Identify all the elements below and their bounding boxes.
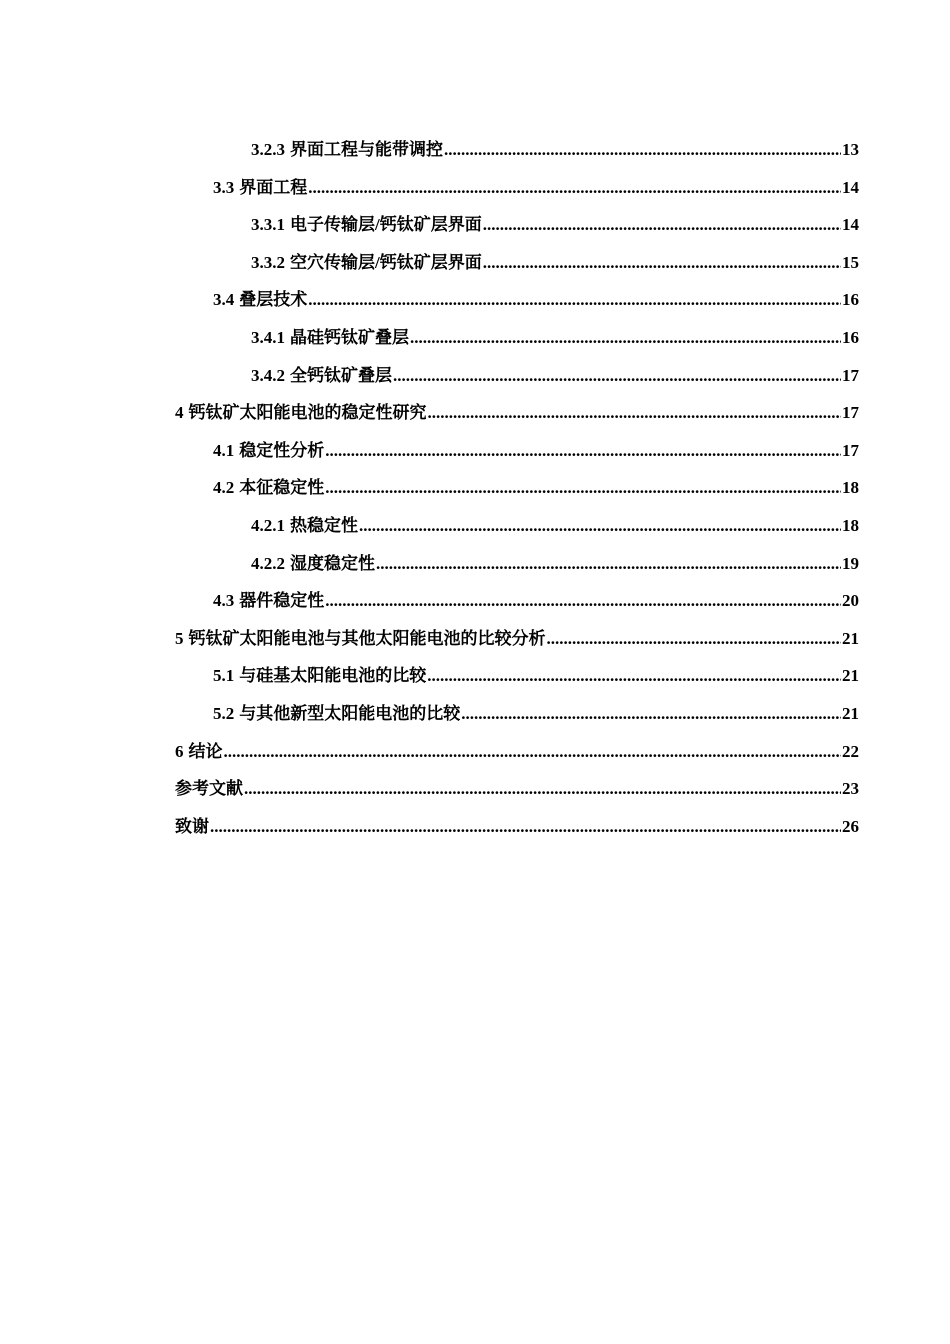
toc-entry-page-number: 17 <box>842 365 859 385</box>
toc-entry-number: 3.4.1 <box>251 327 285 347</box>
toc-entry-number: 3.2.3 <box>251 140 285 159</box>
toc-dot-leader <box>210 808 841 846</box>
toc-entry-page-number: 17 <box>842 403 859 423</box>
toc-dot-leader <box>308 169 841 207</box>
toc-entry-page-number: 21 <box>842 703 859 723</box>
toc-entry-page-number: 14 <box>842 177 859 197</box>
toc-entry-title: 参考文献 <box>175 779 243 799</box>
toc-entry-page-number: 20 <box>842 591 859 611</box>
toc-entry-page-number: 16 <box>842 290 859 310</box>
toc-dot-leader <box>308 281 841 319</box>
toc-entry[interactable] <box>175 657 859 695</box>
toc-entry[interactable] <box>175 432 859 470</box>
toc-entry-number: 4.2.2 <box>251 553 285 573</box>
toc-entry-page-number: 22 <box>842 741 859 761</box>
toc-entry-title: 与硅基太阳能电池的比较 <box>239 666 427 686</box>
toc-entry-title: 界面工程与能带调控 <box>290 140 443 159</box>
toc-entry[interactable] <box>175 281 859 319</box>
toc-entry-title: 结论 <box>188 741 223 761</box>
toc-entry-title: 与其他新型太阳能电池的比较 <box>239 703 461 723</box>
toc-dot-leader <box>224 733 842 771</box>
toc-entry[interactable] <box>175 733 859 771</box>
toc-entry-title: 全钙钛矿叠层 <box>290 365 392 385</box>
toc-entry-number: 4 <box>175 403 184 423</box>
toc-dot-leader <box>359 507 841 545</box>
toc-entry-title: 器件稳定性 <box>239 591 325 611</box>
toc-dot-leader <box>428 394 842 432</box>
toc-entry-number: 3.4 <box>213 290 235 310</box>
toc-entry[interactable] <box>175 582 859 620</box>
toc-entry-title: 空穴传输层/钙钛矿层界面 <box>290 252 482 272</box>
toc-entry[interactable] <box>175 131 859 169</box>
toc-dot-leader <box>376 545 841 583</box>
toc-entry-title: 稳定性分析 <box>239 440 325 460</box>
toc-entry-title: 热稳定性 <box>290 515 358 535</box>
toc-entry[interactable] <box>175 545 859 583</box>
toc-entry-number: 5 <box>175 628 184 648</box>
toc-entry-page-number: 21 <box>842 628 859 648</box>
toc-entry-title: 湿度稳定性 <box>290 553 375 573</box>
toc-dot-leader <box>325 469 841 507</box>
toc-entry-number: 3.3 <box>213 177 235 197</box>
toc-entry-number: 3.4.2 <box>251 365 285 385</box>
toc-entry-number: 3.3.2 <box>251 252 285 272</box>
toc-entry[interactable] <box>175 394 859 432</box>
toc-entry-page-number: 17 <box>842 440 859 460</box>
toc-entry[interactable] <box>175 695 859 733</box>
toc-entry-page-number: 23 <box>842 779 859 799</box>
toc-entry-title: 叠层技术 <box>239 290 308 310</box>
toc-entry-page-number: 21 <box>842 666 859 686</box>
toc-dot-leader <box>393 357 841 395</box>
toc-dot-leader <box>325 582 841 620</box>
toc-entry[interactable] <box>175 620 859 658</box>
toc-entry[interactable] <box>175 244 859 282</box>
toc-entry[interactable] <box>175 319 859 357</box>
toc-entry[interactable] <box>175 469 859 507</box>
toc-dot-leader <box>427 657 841 695</box>
toc-dot-leader <box>547 620 842 658</box>
toc-entry[interactable] <box>175 169 859 207</box>
toc-entry[interactable] <box>175 357 859 395</box>
toc-dot-leader <box>483 206 841 244</box>
toc-entry-title: 钙钛矿太阳能电池的稳定性研究 <box>188 403 427 423</box>
toc-entry-title: 晶硅钙钛矿叠层 <box>290 327 409 347</box>
toc-dot-leader <box>410 319 841 357</box>
toc-entry-number: 5.2 <box>213 703 235 723</box>
toc-entry-title: 致谢 <box>175 816 209 836</box>
toc-entry-page-number: 13 <box>842 140 859 159</box>
toc-dot-leader <box>325 432 841 470</box>
toc-entry-page-number: 15 <box>842 252 859 272</box>
toc-entry[interactable] <box>175 507 859 545</box>
toc-entry-number: 5.1 <box>213 666 235 686</box>
toc-entry-number: 4.1 <box>213 440 235 460</box>
toc-entry[interactable] <box>175 770 859 808</box>
toc-entry-title: 钙钛矿太阳能电池与其他太阳能电池的比较分析 <box>188 628 546 648</box>
toc-dot-leader <box>483 244 841 282</box>
toc-entry-title: 界面工程 <box>239 177 308 197</box>
toc-entry-title: 电子传输层/钙钛矿层界面 <box>290 215 482 235</box>
toc-entry-page-number: 19 <box>842 553 859 573</box>
toc-dot-leader <box>244 770 841 808</box>
toc-entry-number: 4.3 <box>213 591 235 611</box>
toc-entry-number: 3.3.1 <box>251 215 285 235</box>
toc-dot-leader <box>444 131 841 169</box>
toc-entry[interactable] <box>175 808 859 846</box>
table-of-contents <box>175 131 859 845</box>
toc-entry-number: 4.2 <box>213 478 235 498</box>
toc-entry-page-number: 18 <box>842 515 859 535</box>
toc-entry-page-number: 18 <box>842 478 859 498</box>
toc-entry-title: 本征稳定性 <box>239 478 325 498</box>
toc-entry-number: 6 <box>175 741 184 761</box>
toc-entry-page-number: 26 <box>842 816 859 836</box>
toc-entry-page-number: 16 <box>842 327 859 347</box>
toc-dot-leader <box>461 695 841 733</box>
toc-entry[interactable] <box>175 206 859 244</box>
toc-entry-number: 4.2.1 <box>251 515 285 535</box>
toc-entry-page-number: 14 <box>842 215 859 235</box>
